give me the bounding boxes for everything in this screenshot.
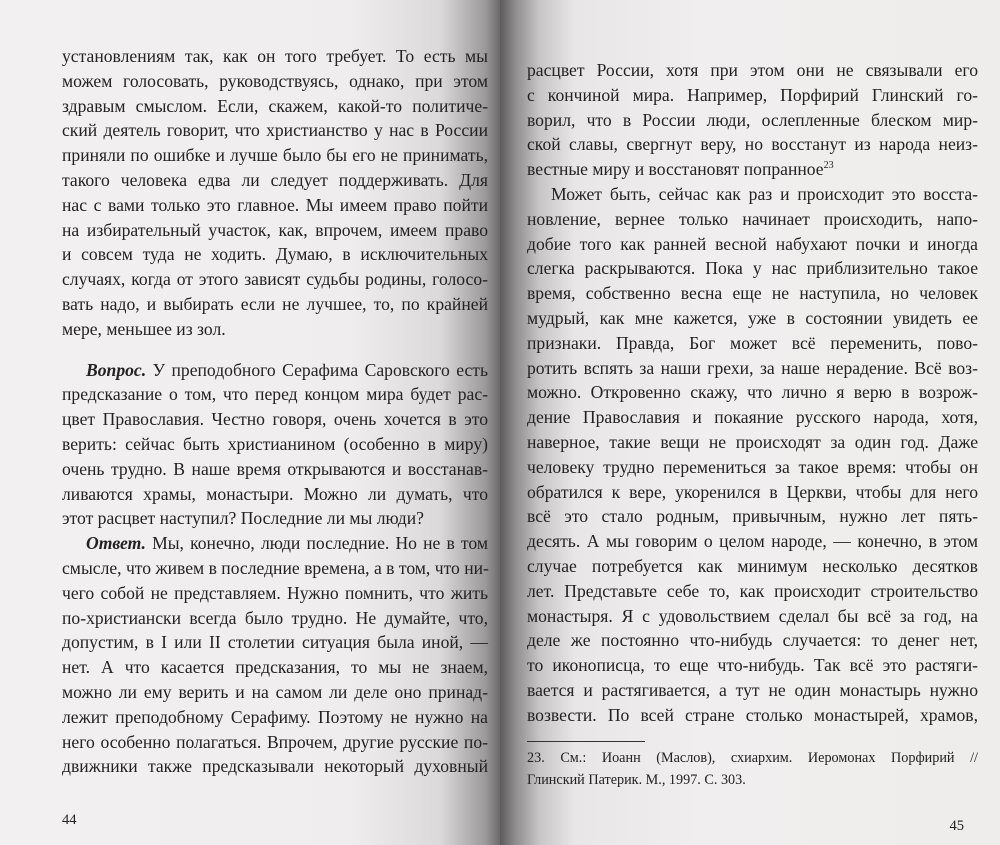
text-line: десять. А мы говорим о целом народе, — конечно, в этом: [527, 531, 978, 552]
text-line: ворил, что в России люди, ослепленные блеском мир-: [527, 109, 978, 130]
text-line: слегка раскрываются. Пока у нас приблизительно такое: [527, 258, 978, 279]
text-line: ротить вспять за наши грехи, за наше нерадение. Всё воз-: [527, 357, 978, 378]
text-line: чего собой не представляем. Нужно помнить, что жить: [62, 582, 488, 603]
footnote-divider: [527, 741, 645, 742]
text-line: верить: сейчас быть христианином (особенно в миру): [62, 433, 488, 454]
text-line: нет. А что касается предсказания, то мы не знаем,: [62, 657, 488, 678]
page-number-left: 44: [62, 812, 77, 828]
paragraph-restoration: [527, 182, 978, 728]
page-number-right: 45: [949, 818, 964, 834]
text-line: дение Православия и покаяние русского народа, хотя,: [527, 407, 978, 428]
answer-label: Ответ.: [86, 533, 146, 554]
text-line-with-footnote: [527, 157, 978, 182]
footnote-line: 23. См.: Иоанн (Маслов), схиархим. Иеромонах Порфирий //: [527, 750, 978, 766]
text-line: всё это стало родным, привычным, нужно лет пять-: [527, 506, 978, 527]
paragraph-answer: [62, 531, 488, 779]
text-line: можно. Откровенно скажу, что лично я верю в возрож-: [527, 382, 978, 403]
text-line: вать надо, и выбирать если не лучшее, то, по крайней: [62, 293, 488, 314]
text-line: наверное, такие вещи не происходят за один год. Даже: [527, 431, 978, 452]
text-line: такого человека едва ли следует поддерживать. Для: [62, 169, 488, 190]
question-first-line: [62, 358, 488, 383]
text-line: движники также предсказывали некоторый духовный: [62, 756, 488, 777]
question-label: Вопрос.: [86, 359, 147, 380]
text-line: ской славы, свергнут веру, но восстанут из народа неиз-: [527, 134, 978, 155]
text-line: на избирательный участок, как, впрочем, имеем право: [62, 219, 488, 240]
paragraph-russia: [527, 58, 978, 182]
text-line: человеку трудно перемениться за такое время: чтобы он: [527, 456, 978, 477]
text-line: монастыря. Я с удовольствием сделал бы всё за год, на: [527, 605, 978, 626]
text-line: здравым смыслом. Если, скажем, какой-то политиче-: [62, 95, 488, 116]
right-page-text: [527, 58, 978, 728]
text-line: мере, меньшее из зол.: [62, 318, 226, 339]
text-line: и совсем туда не ходить. Думаю, в исключительных: [62, 244, 488, 265]
text-line: нас с вами только это главное. Мы имеем право пойти: [62, 194, 488, 215]
left-page-text: [62, 44, 488, 779]
text-line: предсказание о том, что перед концом мира будет рас-: [62, 384, 488, 405]
text-line: очень трудно. В наше время открываются и восстанав-: [62, 458, 488, 479]
text-line: возвести. По всей стране столько монастырей, храмов,: [527, 704, 978, 725]
text-line: ский деятель говорит, что христианство у нас в России: [62, 120, 488, 141]
answer-first-line: [62, 531, 488, 556]
text-line: с кончиной мира. Например, Порфирий Глинский го-: [527, 84, 978, 105]
footnote-ref: 23: [823, 160, 834, 172]
text-line: ливаются храмы, монастыри. Можно ли думать, что: [62, 483, 488, 504]
text-line: этот расцвет наступил? Последние ли мы люди?: [62, 508, 424, 529]
text-line: случае потребуется как минимум несколько десятков: [527, 555, 978, 576]
text-line: приняли по ошибке и лучше было бы его не принимать,: [62, 145, 488, 166]
text-line: время, собственно весна еще не наступила, но человек: [527, 283, 978, 304]
text-line: деле же постоянно что-нибудь случается: то денег нет,: [527, 630, 978, 651]
text-line: Может быть, сейчас как раз и происходит это восста-: [551, 183, 978, 204]
text-line: лежит преподобному Серафиму. Поэтому не нужно на: [62, 706, 488, 727]
paragraph-question: [62, 358, 488, 532]
text-line: вается и растягивается, а тут не один монастырь нужно: [527, 679, 978, 700]
right-page: [500, 0, 1000, 845]
text-line: лет. Представьте себе то, как происходит строительство: [527, 580, 978, 601]
text-line: признаки. Правда, Бог может всё переменить, пово-: [527, 332, 978, 353]
text-line: вестные миру и восстановят попранное: [527, 159, 824, 180]
text-line: установлениям так, как он того требует. То есть мы: [62, 46, 488, 66]
text-line: добие того как ранней весной набухают почки и иногда: [527, 233, 978, 254]
text-line: расцвет России, хотя при этом они не связывали его: [527, 60, 978, 80]
text-line: него особенно полагаться. Впрочем, другие русские по-: [62, 731, 488, 752]
question-first-text: У преподобного Серафима Саровского есть: [146, 359, 488, 380]
text-line: цвет Православия. Честно говоря, очень хочется в это: [62, 409, 488, 430]
paragraph-voting: [62, 44, 488, 342]
text-line: можем голосовать, руководствуясь, однако, при этом: [62, 70, 488, 91]
text-line: новление, вернее только начинает происходить, напо-: [527, 208, 978, 229]
text-line: допустим, в I или II столетии ситуация была иной, —: [62, 632, 488, 653]
answer-first-text: Мы, конечно, люди последние. Но не в том: [145, 533, 488, 554]
text-line: то иконописца, то еще что-нибудь. Так всё это растяги-: [527, 655, 978, 676]
text-line: можно ли ему верить и на самом ли деле оно принад-: [62, 681, 488, 702]
text-line: по-христиански всегда было трудно. Не думайте, что,: [62, 607, 488, 628]
text-line: смысле, что живем в последние времена, а в том, что ни-: [62, 557, 489, 578]
footnote-line: Глинский Патерик. М., 1997. С. 303.: [527, 772, 746, 788]
text-line: случаях, когда от этого зависят судьбы родины, голосо-: [62, 269, 488, 290]
footnote: [527, 747, 978, 791]
text-line: обратился к вере, укоренился в Церкви, чтобы для него: [527, 481, 978, 502]
text-line: мудрый, как мне кажется, уже в состоянии увидеть ее: [527, 307, 978, 328]
